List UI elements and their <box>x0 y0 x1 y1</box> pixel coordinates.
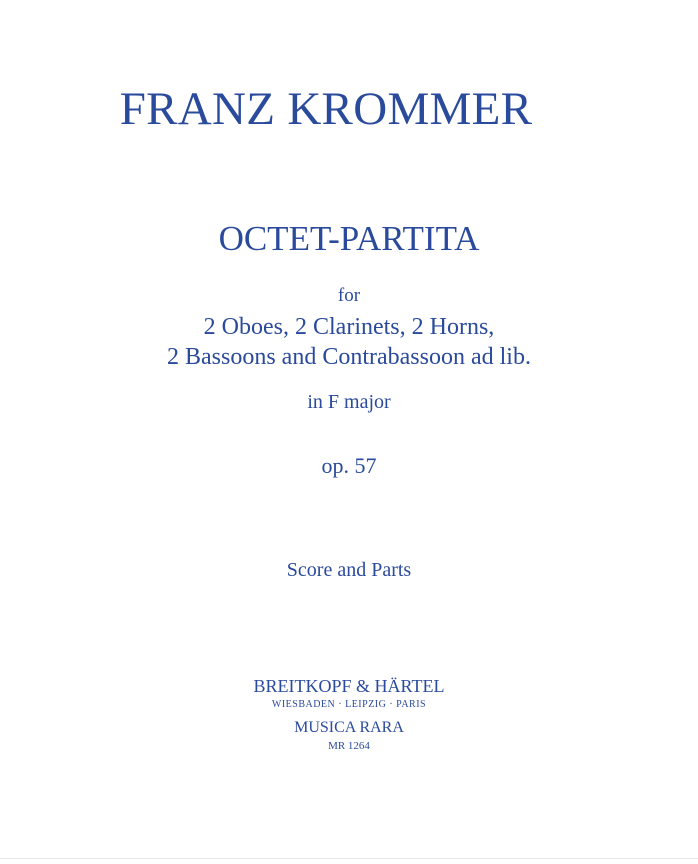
imprint-name: MUSICA RARA <box>294 719 404 736</box>
catalog-number: MR 1264 <box>328 740 370 752</box>
for-label: for <box>337 285 361 306</box>
bottom-edge-rule <box>0 858 698 859</box>
composer-name: FRANZ KROMMER <box>119 83 533 135</box>
publisher-name: BREITKOPF & HÄRTEL <box>253 676 445 696</box>
instrumentation-line-2: 2 Bassoons and Contrabassoon ad lib. <box>167 344 531 370</box>
opus-number: op. 57 <box>321 453 377 478</box>
edition-type: Score and Parts <box>286 559 412 581</box>
key-signature: in F major <box>307 391 391 413</box>
work-title: OCTET-PARTITA <box>218 219 480 258</box>
publisher-cities: WIESBADEN · LEIPZIG · PARIS <box>271 699 427 710</box>
instrumentation-line-1: 2 Oboes, 2 Clarinets, 2 Horns, <box>203 314 495 340</box>
